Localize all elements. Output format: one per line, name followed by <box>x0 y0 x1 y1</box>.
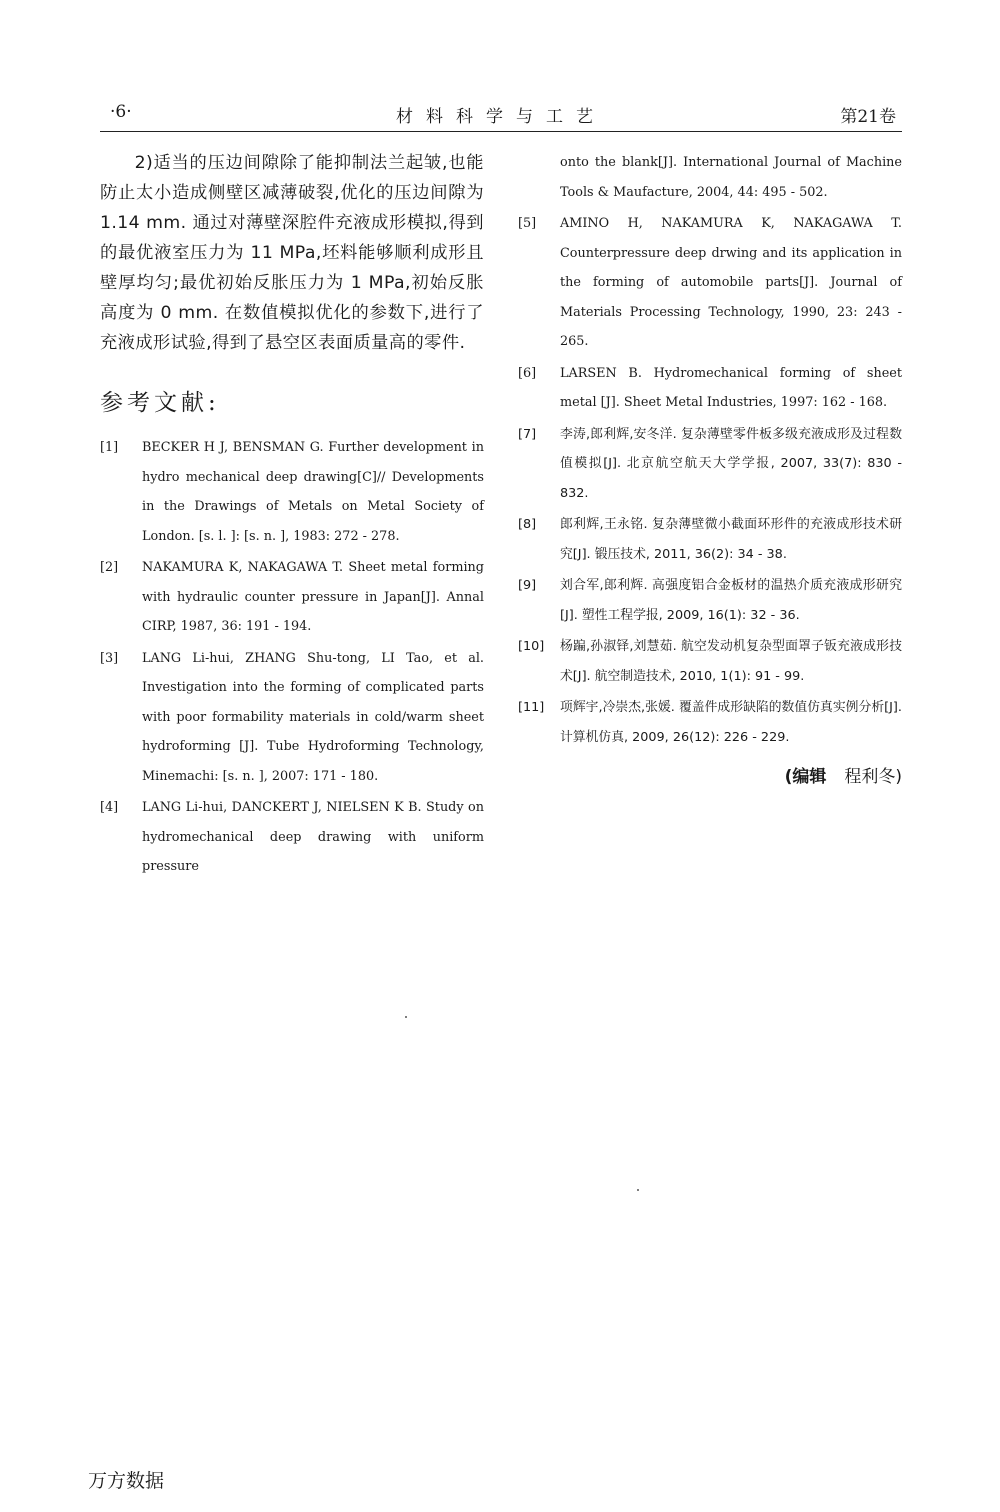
reference-item-9 <box>518 571 902 630</box>
reference-item-11 <box>518 693 902 752</box>
reference-number: [8] <box>518 517 537 532</box>
scan-speck <box>637 1189 639 1191</box>
page-header <box>100 100 902 130</box>
reference-text: NAKAMURA K, NAKAGAWA T. Sheet metal forming with hydraulic counter pressure in Japan[J]. Annal CIRP, 1987, 36: 191 - 194. <box>142 560 484 634</box>
reference-number: [2] <box>100 560 119 575</box>
references-heading: 参考文献: <box>100 390 220 416</box>
reference-text: 刘合军,郎利辉. 高强度铝合金板材的温热介质充液成形研究[J]. 塑性工程学报, 2009, 16(1): 32 - 36. <box>560 578 902 623</box>
editor-credit <box>518 762 902 787</box>
reference-number: [5] <box>518 216 537 231</box>
scan-speck <box>405 1016 407 1018</box>
reference-item-7 <box>518 420 902 509</box>
reference-number: [3] <box>100 650 119 666</box>
reference-number: [4] <box>100 800 119 815</box>
reference-text: LANG Li-hui, ZHANG Shu-tong, LI Tao, et al. Investigation into the forming of complicated parts with poor formability materials in cold/warm sheet hydroforming [J]. Tube Hydroforming Technology, Minemachi: [s. n. ], 2007: 171 - 180. <box>142 650 484 784</box>
left-column <box>100 148 484 884</box>
reference-item-6 <box>518 359 902 418</box>
header-rule <box>100 131 902 132</box>
volume-label: 第21卷 <box>840 107 896 127</box>
right-column <box>518 148 902 787</box>
editor-label: (编辑 <box>784 767 827 787</box>
reference-number: [11] <box>518 700 545 715</box>
reference-item-1 <box>100 433 484 551</box>
reference-number: [10] <box>518 639 545 654</box>
reference-text: LANG Li-hui, DANCKERT J, NIELSEN K B. Study on hydromechanical deep drawing with uniform pressure <box>142 800 484 874</box>
reference-number: [9] <box>518 578 537 593</box>
reference-text: 郎利辉,王永铭. 复杂薄壁微小截面环形件的充液成形技术研究[J]. 锻压技术, 2011, 36(2): 34 - 38. <box>560 517 902 562</box>
reference-4-continuation: onto the blank[J]. International Journal of Machine Tools & Maufacture, 2004, 44: 495 - 502. <box>560 155 902 200</box>
reference-item-2 <box>100 553 484 642</box>
reference-item-4 <box>100 793 484 882</box>
reference-item-10 <box>518 632 902 691</box>
reference-item-5 <box>518 209 902 357</box>
reference-text: 项辉宇,冷崇杰,张媛. 覆盖件成形缺陷的数值仿真实例分析[J]. 计算机仿真, 2009, 26(12): 226 - 229. <box>560 700 902 745</box>
conclusion-paragraph: 2)适当的压边间隙除了能抑制法兰起皱,也能防止太小造成侧壁区减薄破裂,优化的压边间隙为 1.14 mm. 通过对薄壁深腔件充液成形模拟,得到的最优液室压力为 11 MPa,坯料能够顺利成形且壁厚均匀;最优初始反胀压力为 1 MPa,初始反胀高度为 0 mm. 在数值模拟优化的参数下,进行了充液成形试验,得到了悬空区表面质量高的零件. <box>100 153 484 353</box>
editor-name: 程利冬) <box>844 767 902 787</box>
reference-item-8 <box>518 510 902 569</box>
journal-title: 材料科学与工艺 <box>396 107 606 127</box>
reference-text: 李涛,郎利辉,安冬洋. 复杂薄壁零件板多级充液成形及过程数值模拟[J]. 北京航空航天大学学报, 2007, 33(7): 830 - 832. <box>560 426 902 501</box>
reference-number: [6] <box>518 365 537 381</box>
reference-number: [7] <box>518 426 537 442</box>
reference-text: BECKER H J, BENSMAN G. Further development in hydro mechanical deep drawing[C]// Developments in the Drawings of Metals on Metal Society of London. [s. l. ]: [s. n. ], 1983: 272 - 278. <box>142 440 484 544</box>
reference-text: 杨蹁,孙淑铎,刘慧茹. 航空发动机复杂型面罩子钣充液成形技术[J]. 航空制造技术, 2010, 1(1): 91 - 99. <box>560 639 902 684</box>
reference-text: LARSEN B. Hydromechanical forming of sheet metal [J]. Sheet Metal Industries, 1997: 162 - 168. <box>560 365 902 410</box>
footer-watermark: 万方数据 <box>88 1470 165 1492</box>
reference-text: AMINO H, NAKAMURA K, NAKAGAWA T. Counterpressure deep drwing and its application in the forming of automobile parts[J]. Journal of Materials Processing Technology, 1990, 23: 243 - 265. <box>560 216 902 349</box>
page-number: ·6· <box>110 102 132 122</box>
reference-number: [1] <box>100 440 119 455</box>
reference-item-3 <box>100 644 484 792</box>
